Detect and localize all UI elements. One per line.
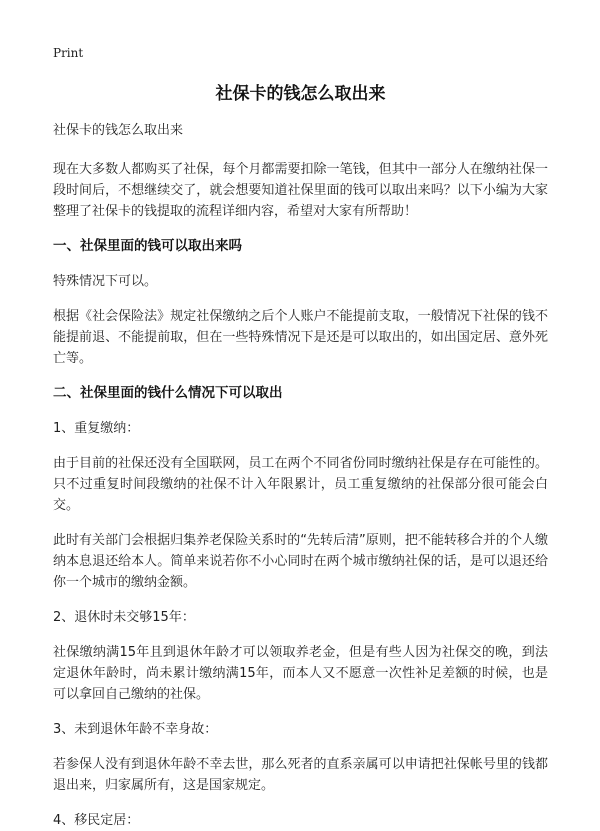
section-heading: 二、社保里面的钱什么情况下可以取出 [53,385,283,401]
paragraph: 特殊情况下可以。 [53,274,158,289]
paragraph: 若参保人没有到退休年龄不幸去世，那么死者的直系亲属可以申请把社保帐号里的钱都退出来，归家属所有，这是国家规定。 [53,757,548,793]
print-link[interactable]: Print [53,46,84,60]
section-heading: 一、社保里面的钱可以取出来吗 [53,238,242,254]
paragraph: 1、重复缴纳： [53,421,140,436]
paragraph: 现在大多数人都购买了社保，每个月都需要扣除一笔钱，但其中一部分人在缴纳社保一段时间后，不想继续交了，就会想要知道社保里面的钱可以取出来吗？以下小编为大家整理了社保卡的钱提取的流程详细内容，希望对大家有所帮助！ [53,162,548,219]
article-body [53,159,548,831]
paragraph: 由于目前的社保还没有全国联网，员工在两个不同省份同时缴纳社保是存在可能性的。只不过重复时间段缴纳的社保不计入年限累计，员工重复缴纳的社保部分很可能会白交。 [53,456,548,513]
paragraph: 4、移民定居： [53,813,140,828]
paragraph: 2、退休时未交够15年： [53,610,195,625]
paragraph: 此时有关部门会根据归集养老保险关系时的“先转后清”原则，把不能转移合并的个人缴纳本息退还给本人。简单来说若你不小心同时在两个城市缴纳社保的话，是可以退还给你一个城市的缴纳金额。 [53,533,548,590]
subtitle: 社保卡的钱怎么取出来 [53,123,184,138]
paragraph: 根据《社会保险法》规定社保缴纳之后个人账户不能提前支取，一般情况下社保的钱不能提前退、不能提前取，但在一些特殊情况下是还是可以取出的，如出国定居、意外死亡等。 [53,309,548,366]
paragraph: 3、未到退休年龄不幸身故： [53,722,218,737]
paragraph: 社保缴纳满15年且到退休年龄才可以领取养老金，但是有些人因为社保交的晚，到法定退休年龄时，尚未累计缴纳满15年，而本人又不愿意一次性补足差额的时候，也是可以拿回自己缴纳的社保。 [53,645,548,702]
page-title: 社保卡的钱怎么取出来 [215,84,386,104]
